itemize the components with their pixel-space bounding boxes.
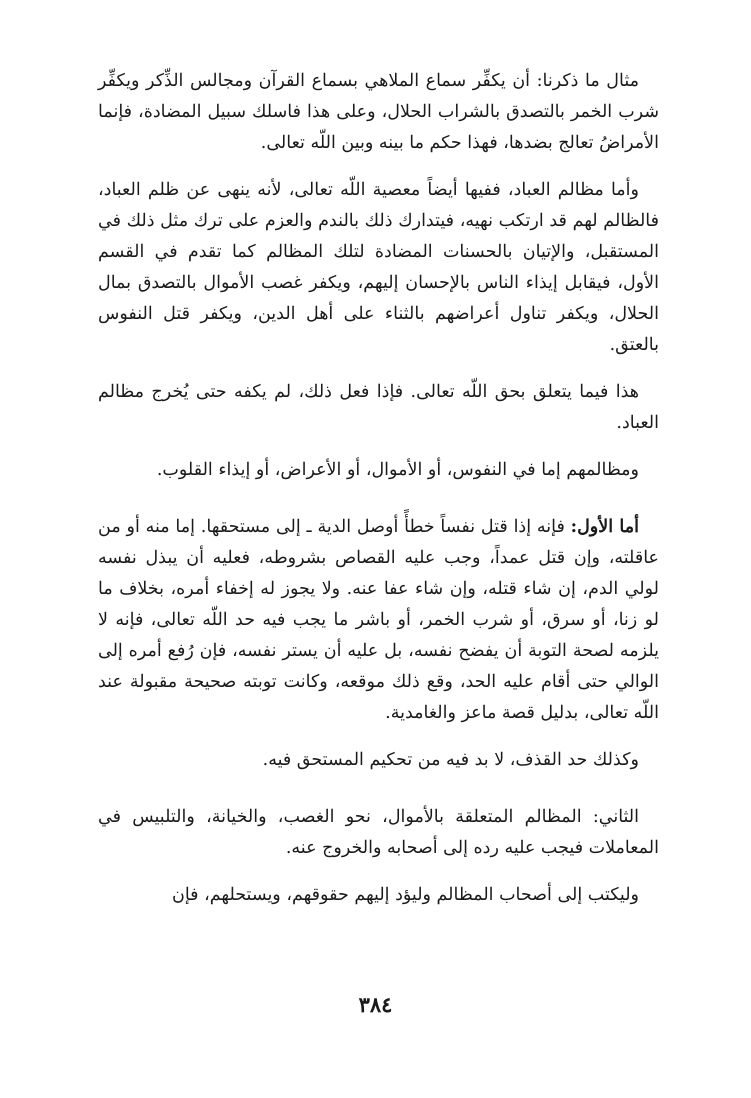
paragraph-3-text: هذا فيما يتعلق بحق اللّه تعالى. فإذا فعل ذلك، لم يكفه حتى يُخرج مظالم العباد. xyxy=(98,382,659,433)
paragraph-4 xyxy=(98,455,659,486)
paragraph-5 xyxy=(98,512,659,729)
paragraph-3 xyxy=(98,377,659,439)
paragraph-8-text: وليكتب إلى أصحاب المظالم وليؤد إليهم حقوقهم، ويستحلهم، فإن xyxy=(171,885,639,905)
paragraph-6-text: وكذلك حد القذف، لا بد فيه من تحكيم المستحق فيه. xyxy=(262,750,639,770)
paragraph-2-text: وأما مظالم العباد، ففيها أيضاً معصية اللّه تعالى، لأنه ينهى عن ظلم العباد، فالظالم لهم قد ارتكب نهيه، فيتدارك ذلك بالندم والعزم على ترك مثل ذلك في المستقبل، والإتيان بالحسنات المضادة لتلك المظالم كما تقدم في القسم الأول، فيقابل إيذاء الناس بالإحسان إليهم، ويكفر غصب الأموال بالتصدق بمال الحلال، ويكفر تناول أعراضهم بالثناء على أهل الدين، ويكفر قتل النفوس بالعتق. xyxy=(98,180,659,355)
page-number: ٣٨٤ xyxy=(358,992,393,1017)
paragraph-5-lead: أما الأول: xyxy=(570,517,639,537)
paragraph-8 xyxy=(98,880,659,911)
paragraph-1-text: مثال ما ذكرنا: أن يكفِّر سماع الملاهي بسماع القرآن ومجالس الذِّكر ويكفِّر شرب الخمر بالتصدق بالشراب الحلال، وعلى هذا فاسلك سبيل المضادة، فإنما الأمراضُ تعالج بضدها، فهذا حكم ما بينه وبين اللّه تعالى. xyxy=(98,71,659,153)
paragraph-6 xyxy=(98,745,659,776)
paragraph-4-text: ومظالمهم إما في النفوس، أو الأموال، أو الأعراض، أو إيذاء القلوب. xyxy=(156,460,639,480)
paragraph-2 xyxy=(98,175,659,361)
paragraph-7-text: الثاني: المظالم المتعلقة بالأموال، نحو الغصب، والخيانة، والتلبيس في المعاملات فيجب عليه رده إلى أصحابه والخروج عنه. xyxy=(98,807,659,858)
paragraph-5-text: فإنه إذا قتل نفساً خطأً أوصل الدية ـ إلى مستحقها. إما منه أو من عاقلته، وإن قتل عمداً، وجب عليه القصاص بشروطه، فعليه أن يبذل نفسه لولي الدم، إن شاء قتله، وإن شاء عفا عنه. ولا يجوز له إخفاء أمره، بخلاف ما لو زنا، أو سرق، أو شرب الخمر، أو باشر ما يجب فيه حد اللّه تعالى، فإنه لا يلزمه لصحة التوبة أن يفضح نفسه، بل عليه أن يستر نفسه، فإن رُفع أمره إلى الوالي حتى أقام عليه الحد، وقع ذلك موقعه، وكانت توبته صحيحة مقبولة عند اللّه تعالى، بدليل قصة ماعز والغامدية. xyxy=(98,517,659,723)
paragraph-1 xyxy=(98,66,659,159)
paragraph-7 xyxy=(98,802,659,864)
